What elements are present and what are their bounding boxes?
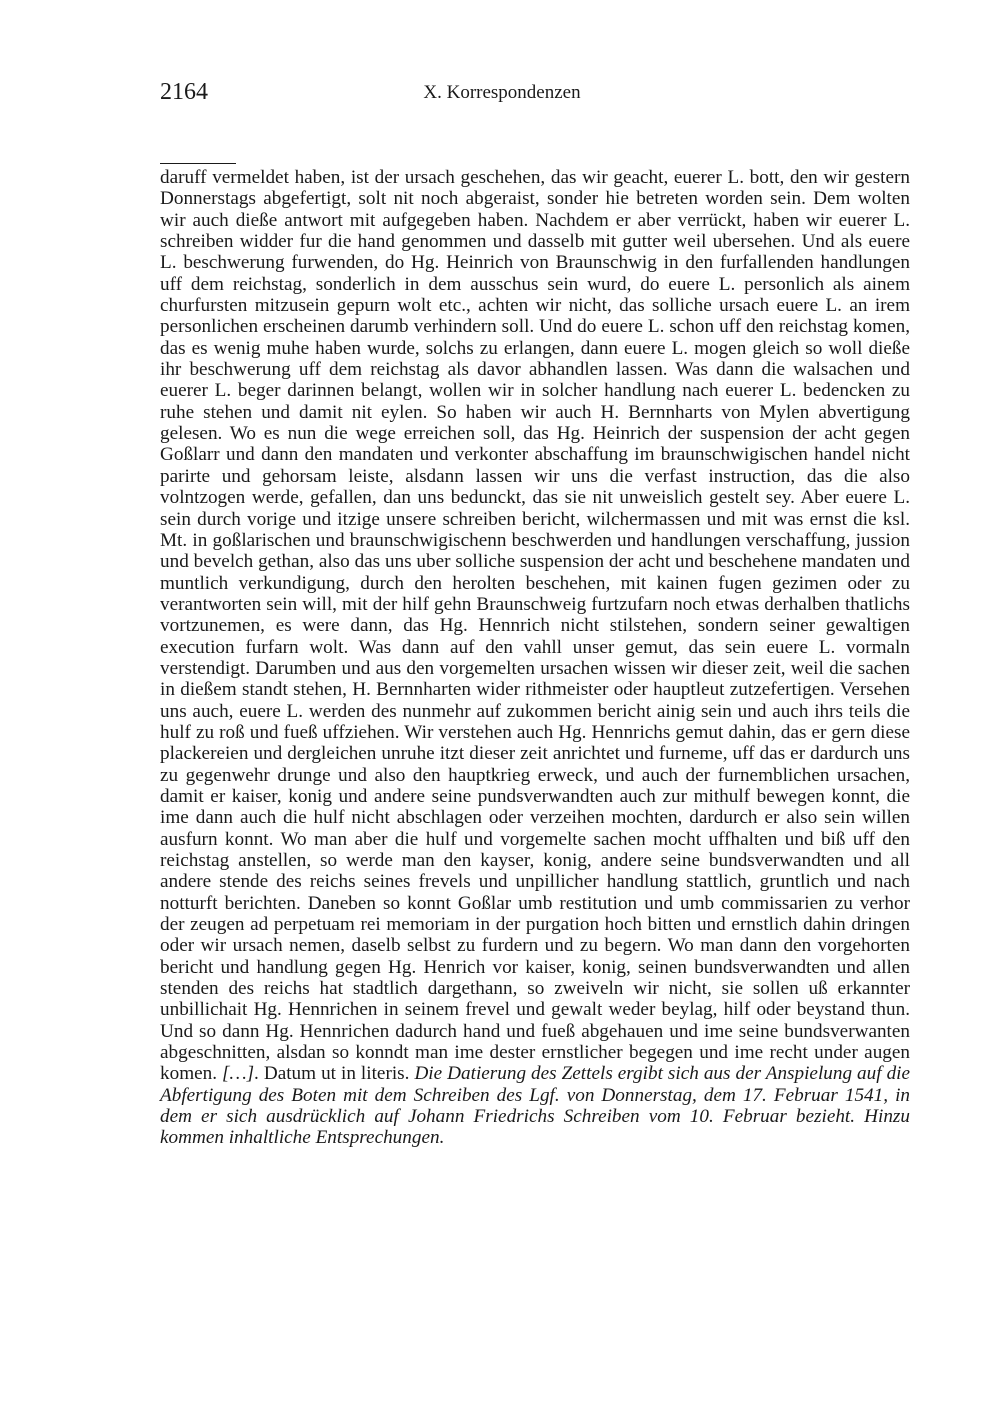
footnote-separator-rule xyxy=(160,163,236,164)
editorial-note: Die Datierung des Zettels ergibt sich aus der Anspielung auf die Abfertigung des Boten mit dem Schreiben des Lgf. von Donnerstag, dem 17. Februar 1541, in dem er sich ausdrücklich auf Johann Friedrichs Schreiben vom 10. Februar bezieht. Hinzu kommen inhaltliche Entsprechungen. xyxy=(160,1063,911,1149)
omission-mark: […] xyxy=(222,1063,255,1085)
running-title: X. Korrespondenzen xyxy=(423,82,581,103)
footnote-body xyxy=(160,167,910,1149)
page-number: 2164 xyxy=(160,79,208,105)
footnote-text: daruff vermeldet haben, ist der ursach geschehen, das wir geacht, euerer L. bott, den wir gestern Donnerstags abgefertigt, solt nit noch abgeraist, sonder hie betreten worden sein. Dem wolten wir auch dieße antwort mit aufgegeben haben. Nachdem er aber verrückt, haben wir euerer L. schreiben widder fur die hand genommen und dasselb mit gutter weil ubersehen. Und als euere L. beschwerung furwenden, do Hg. Heinrich von Braunschwig in den furfallenden handlungen uff dem reichstag, sonderlich in dem ausschus sein wurd, do euere L. personlich als ainem churfursten mitzusein gepurn wolt etc., achten wir nicht, das solliche ursach euere L. an irem personlichen erscheinen darumb verhindern soll. Und do euere L. schon uff den reichstag komen, das es wenig muhe haben wurde, solchs zu erlangen, dann euere L. mogen gleich so woll dieße ihr beschwerung uff dem reichstag als davor abhandlen lassen. Was dann die walsachen und euerer L. beger darinnen belangt, wollen wir in solcher handlung nach euerer L. bedencken zu ruhe stehen und damit nit eylen. So haben wir auch H. Bernnharts von Mylen abvertigung gelesen. Wo es nun die wege erreichen soll, das Hg. Heinrich der suspension der acht gegen Goßlarr und dann den mandaten und verkonter abschaffung im braunschwigischen handel nicht parirte und gehorsam leiste, alsdann lassen wir uns die verfast instruction, das die also volntzogen werde, gefallen, dan uns bedunckt, das sie nit unweislich gestelt sey. Aber euere L. sein durch vorige und itzige unsere schreiben bericht, wilchermassen und mit was ernst die ksl. Mt. in goßlarischen und braunschwigischenn beschwerden und handlungen verschaffung, jussion und bevelch gethan, also das uns uber solliche suspension der acht und beschehene mandaten und muntlich verkundigung, durch den herolten beschehen, mit kainen fugen gezimen oder zu verantworten sein will, mit der hilf gehn Braunschweig furtzufarn noch etwas derhalben thatlichs vortzunemen, es were dann, das Hg. Hennrich nicht stilstehen, sondern seiner gewaltigen execution furfarn wolt. Was dann auf den vahll unser gemut, das sein euere L. vormaln verstendigt. Darumben und aus den vorgemelten ursachen wissen wir dieser zeit, weil die sachen in dießem standt stehen, H. Bernnharten wider rithmeister oder hauptleut zutzefertigen. Versehen uns auch, euere L. werden des nunmehr auf zukommen bericht ainig sein und auch ihrs teils die hulf zu roß und fueß uffziehen. Wir verstehen auch Hg. Hennrichs gemut dahin, das er gern diese plackereien und dergleichen unruhe itzt dieser zeit anrichtet und furneme, uff das er dardurch uns zu gegenwehr drunge und also den hauptkrieg erweck, und auch der furnemblichen ursachen, damit er kaiser, konig und andere seine pundsverwandten auch zur mithulf bewegen konnt, die ime dann auch die hulf nicht abschlagen oder verzeihen mochten, dardurch er also sein willen ausfurn konnt. Wo man aber die hulf und vorgemelte sachen mocht uffhalten und biß uff den reichstag anstellen, so werde man den kayser, konig, andere seine bundsverwandten und all andere stende des reichs seines frevels und unpillicher handlung stattlich, gruntlich und nach notturft berichten. Daneben so konnt Goßlar umb restitution und umb commissarien zu verhor der zeugen ad perpetuam rei memoriam in der purgation hoch bitten und ernstlich dahin dringen oder wir ursach nemen, daselb selbst zu furdern und zu begern. Wo man dann den vorgehorten bericht und handlung gegen Hg. Henrich vor kaiser, konig, seinen bundsverwandten und allen stenden des reichs hat stadtlich dargethann, so zweiveln wir nicht, sie sollen uß erkannter unbillichait Hg. Hennrichen in seinem frevel und gewalt weder beylag, hilf oder beystand thun. Und so dann Hg. Hennrichen dadurch hand und fueß abgehauen und ime seine bundsverwanten abgeschnitten, alsdan so konndt man ime dester ernstlicher begegen und ime recht under augen komen. xyxy=(160,167,910,1085)
dating-clause: . Datum ut in literis. xyxy=(254,1063,410,1085)
